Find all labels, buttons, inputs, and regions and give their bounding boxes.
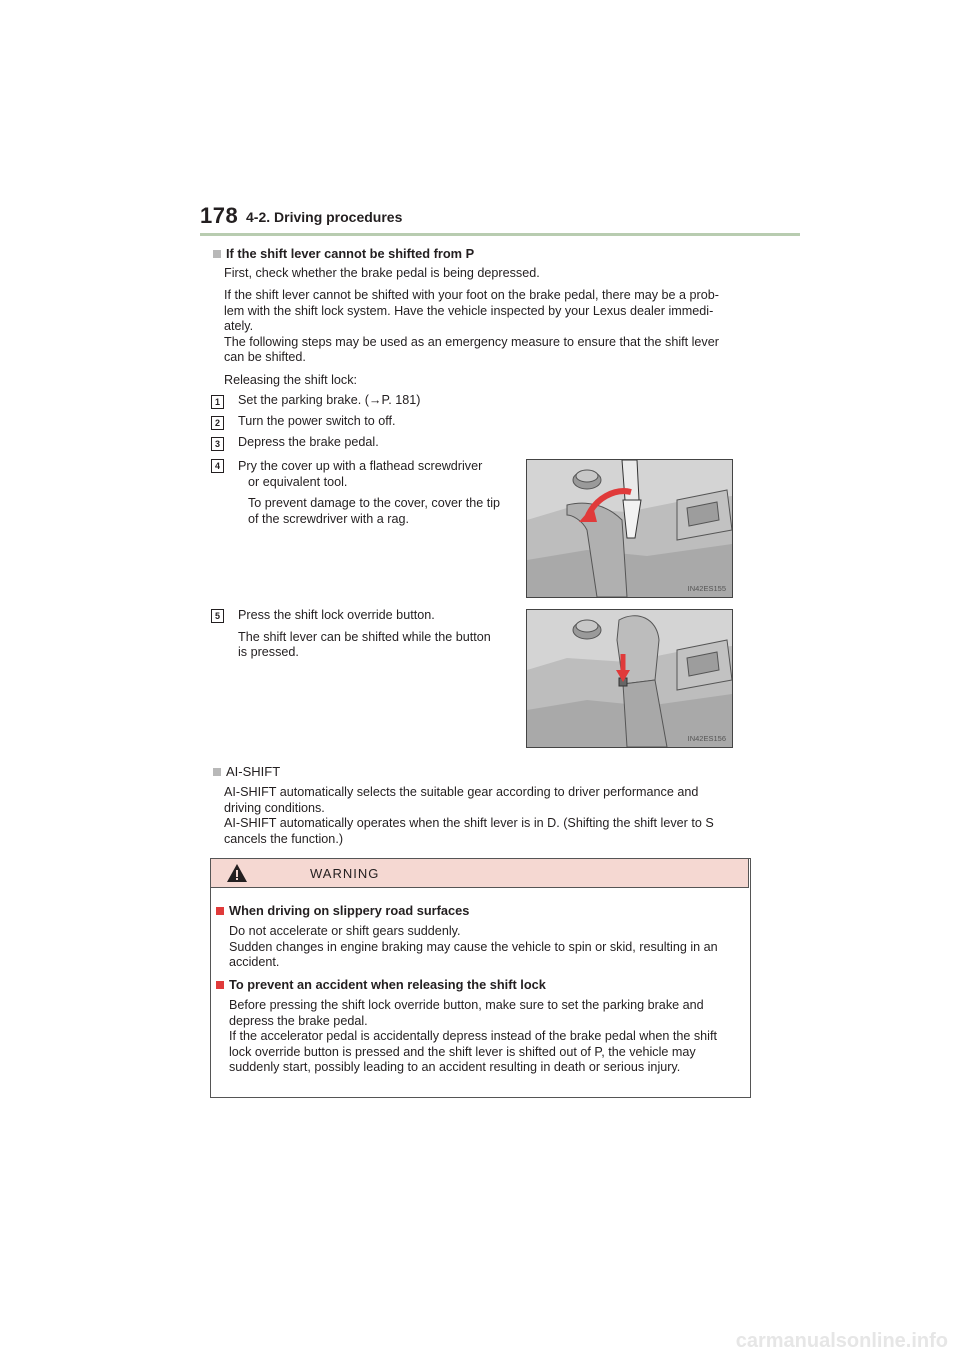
bullet-square-icon <box>213 768 221 776</box>
warning-item-2-text: Before pressing the shift lock override button, make sure to set the parking brake and depress the brake pedal. If the accelerator pedal is accidentally depress instead of the brake pedal when the shift lock override button is pressed and the shift lever is shifted out of P, the vehicle may suddenly start, possibly leading to an accident resulting in death or serious injury. <box>229 998 717 1074</box>
step-number-4: 4 <box>211 459 224 473</box>
step-number-2: 2 <box>211 416 224 430</box>
step-number-1: 1 <box>211 395 224 409</box>
header-rule <box>200 233 800 236</box>
step-number-5: 5 <box>211 609 224 623</box>
illustration-override-button <box>526 609 733 748</box>
shift-p-heading: If the shift lever cannot be shifted from P <box>213 246 474 261</box>
warning-item-1-heading: When driving on slippery road surfaces <box>216 903 469 918</box>
step-3-text: Depress the brake pedal. <box>238 435 379 449</box>
step-number-3: 3 <box>211 437 224 451</box>
red-bullet-square-icon <box>216 981 224 989</box>
shift-p-para-4: Releasing the shift lock: <box>224 373 358 387</box>
bullet-square-icon <box>213 250 221 258</box>
warning-label: WARNING <box>310 866 380 881</box>
warning-item-2-heading: To prevent an accident when releasing the shift lock <box>216 977 546 992</box>
step-5-text: Press the shift lock override button. The shift lever can be shifted while the button is pressed. <box>238 608 491 659</box>
section-title: 4-2. Driving procedures <box>246 209 403 225</box>
illus-code-2: IN42ES156 <box>687 734 726 743</box>
step-1-text: Set the parking brake. (→P. 181) <box>238 393 421 407</box>
pry-cover-illustration-svg <box>527 460 732 597</box>
ai-shift-heading: AI-SHIFT <box>213 764 280 779</box>
warning-triangle-icon <box>226 863 248 888</box>
red-bullet-square-icon <box>216 907 224 915</box>
page-number: 178 <box>200 203 239 228</box>
shift-p-para-1: First, check whether the brake pedal is being depressed. <box>224 266 540 280</box>
warning-header <box>210 858 749 888</box>
watermark: carmanualsonline.info <box>735 1330 948 1352</box>
step-2-text: Turn the power switch to off. <box>238 414 396 428</box>
ai-shift-para: AI-SHIFT automatically selects the suitable gear according to driver performance and driving conditions. AI-SHIFT automatically operates when the shift lever is in D. (Shifting the shift lever to S cancels the function.) <box>224 785 714 846</box>
illus-code-1: IN42ES155 <box>687 584 726 593</box>
illustration-pry-cover <box>526 459 733 598</box>
override-button-illustration-svg <box>527 610 732 747</box>
shift-p-para-2: If the shift lever cannot be shifted with your foot on the brake pedal, there may be a prob- lem with the shift lock system. Have the vehicle inspected by your Lexus dealer immedi- ately. The following steps may be used as an emergency measure to ensure that the shift lever can be shifted. <box>224 288 719 364</box>
warning-item-1-text: Do not accelerate or shift gears suddenly. Sudden changes in engine braking may cause the vehicle to spin or skid, resulting in an accident. <box>229 924 718 969</box>
step-4-text: Pry the cover up with a flathead screwdriver or equivalent tool. To prevent damage to the cover, cover the tip of the screwdriver with a rag. <box>238 459 501 526</box>
